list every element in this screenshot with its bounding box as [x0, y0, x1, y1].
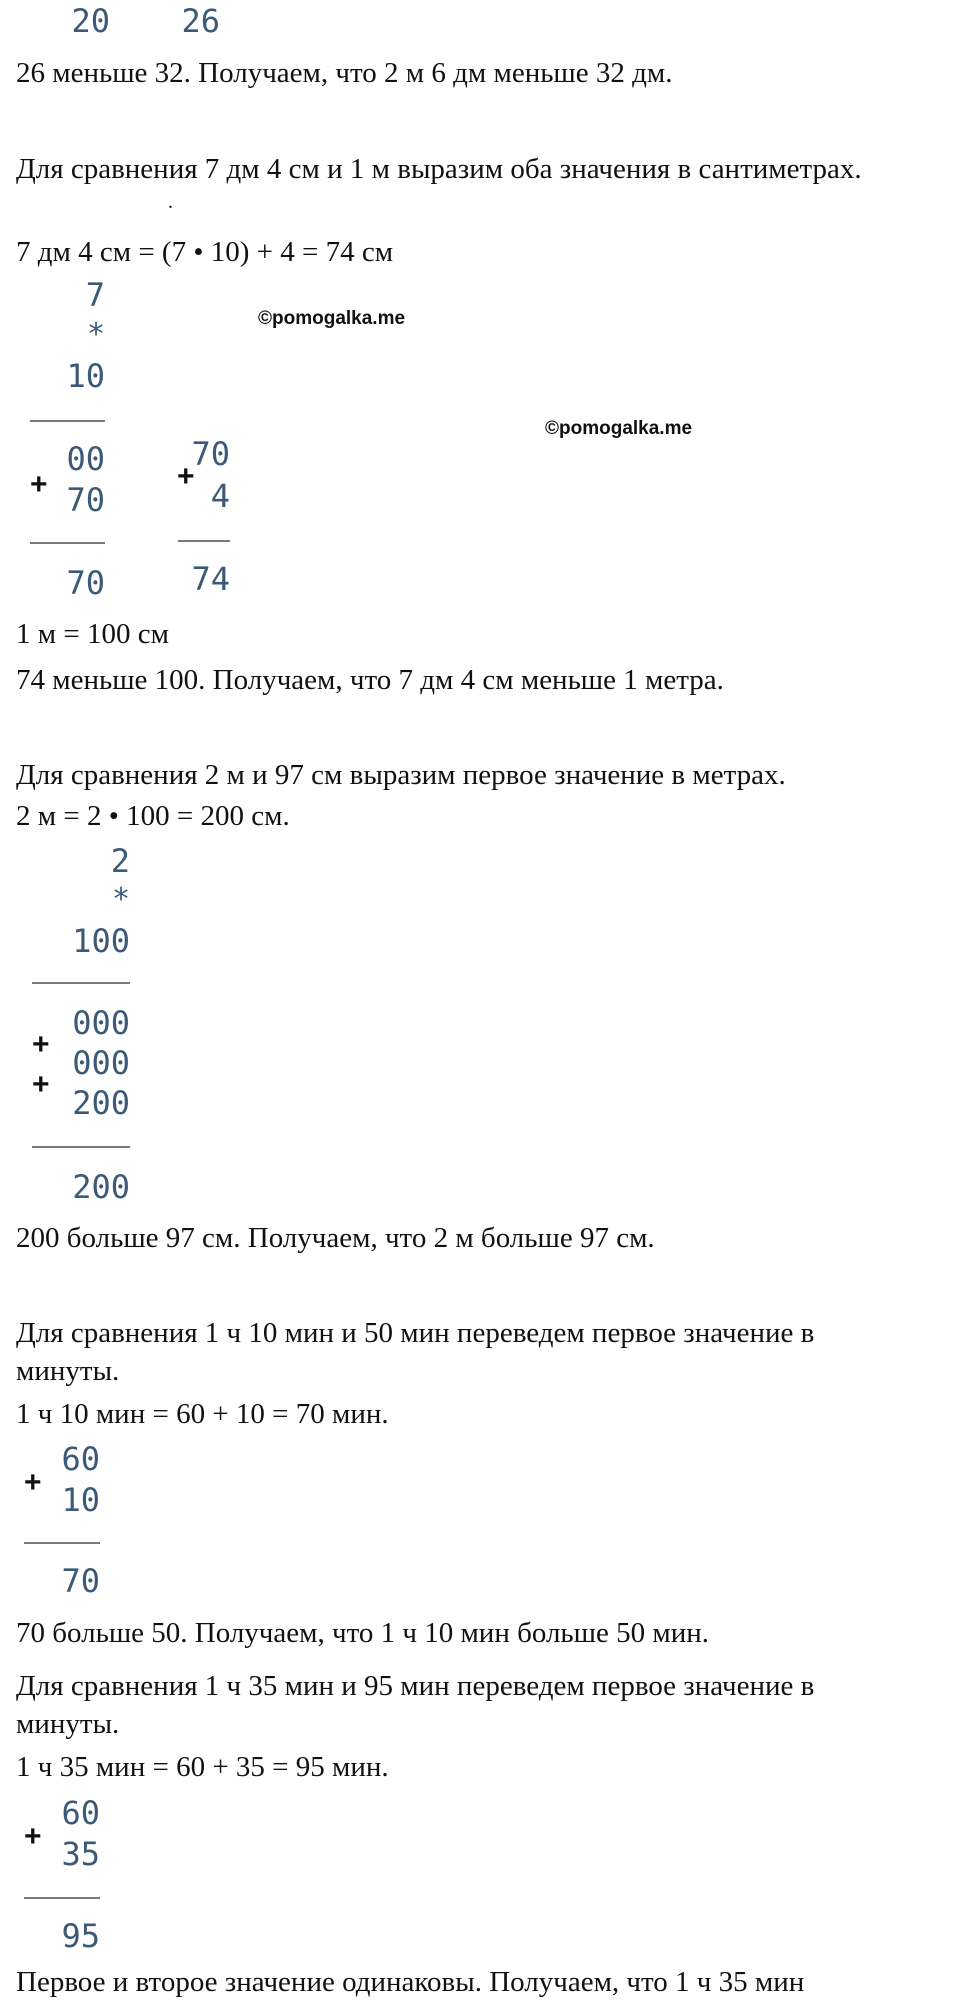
block2-equation: 7 дм 4 см = (7 • 10) + 4 = 74 см	[16, 236, 394, 268]
block5-intro-line2: минуты.	[16, 1708, 120, 1740]
plus-sign: +	[30, 468, 48, 501]
block2-intro: Для сравнения 7 дм 4 см и 1 м выразим оба значения в сантиметрах.	[16, 153, 862, 185]
block3-intro: Для сравнения 2 м и 97 см выразим первое значение в метрах.	[16, 759, 786, 791]
add-operand-b: 10	[61, 1481, 100, 1519]
partial-product-1: 00	[66, 440, 105, 478]
add-operand-b: 4	[210, 477, 230, 515]
plus-sign: +	[24, 1466, 42, 1499]
add-operand-a: 60	[61, 1440, 100, 1478]
block3-conclusion: 200 больше 97 см. Получаем, что 2 м больше 97 см.	[16, 1222, 655, 1254]
mult-result: 200	[72, 1168, 130, 1206]
multiply-sign: *	[111, 882, 130, 917]
stray-dot: .	[168, 191, 173, 213]
add-result: 95	[61, 1917, 100, 1955]
block5-equation: 1 ч 35 мин = 60 + 35 = 95 мин.	[16, 1751, 389, 1783]
watermark: ©pomogalka.me	[258, 308, 406, 329]
plus-sign: +	[32, 1068, 50, 1101]
plus-sign: +	[32, 1028, 50, 1061]
add-operand-a: 60	[61, 1794, 100, 1832]
mult-result: 70	[66, 564, 105, 602]
watermark: ©pomogalka.me	[545, 418, 693, 439]
block4-intro-line1: Для сравнения 1 ч 10 мин и 50 мин переведем первое значение в	[16, 1317, 815, 1349]
partial-product-2: 000	[72, 1044, 130, 1082]
column-number-20: 20	[71, 2, 110, 40]
block1-conclusion: 26 меньше 32. Получаем, что 2 м 6 дм меньше 32 дм.	[16, 57, 673, 89]
plus-sign: +	[24, 1820, 42, 1853]
add-rule	[24, 1542, 100, 1544]
block4-equation: 1 ч 10 мин = 60 + 10 = 70 мин.	[16, 1398, 389, 1430]
sum-rule	[32, 1146, 130, 1148]
block4-intro-line2: минуты.	[16, 1355, 120, 1387]
add-result: 74	[191, 560, 230, 598]
multiply-sign: *	[86, 317, 105, 352]
add-rule	[24, 1897, 100, 1899]
block3-equation: 2 м = 2 • 100 = 200 см.	[16, 800, 290, 832]
block2-conclusion: 74 меньше 100. Получаем, что 7 дм 4 см меньше 1 метра.	[16, 664, 724, 696]
mult-operand-b: 100	[72, 922, 130, 960]
block4-conclusion: 70 больше 50. Получаем, что 1 ч 10 мин больше 50 мин.	[16, 1617, 709, 1649]
mult-operand-a: 7	[85, 276, 105, 314]
block5-intro-line1: Для сравнения 1 ч 35 мин и 95 мин переведем первое значение в	[16, 1670, 815, 1702]
mult-rule	[32, 982, 130, 984]
block5-conclusion: Первое и второе значение одинаковы. Получаем, что 1 ч 35 мин	[16, 1966, 805, 1998]
add-rule	[178, 540, 230, 542]
add-result: 70	[61, 1562, 100, 1600]
partial-product-3: 200	[72, 1084, 130, 1122]
partial-product-2: 70	[66, 481, 105, 519]
sum-rule	[30, 542, 105, 544]
add-operand-a: 70	[191, 435, 230, 473]
column-number-26: 26	[181, 2, 220, 40]
mult-operand-a: 2	[110, 842, 130, 880]
add-operand-b: 35	[61, 1835, 100, 1873]
partial-product-1: 000	[72, 1004, 130, 1042]
plus-sign: +	[177, 460, 195, 493]
mult-operand-b: 10	[66, 357, 105, 395]
mult-rule	[30, 420, 105, 422]
block2-meter-equation: 1 м = 100 см	[16, 618, 169, 650]
